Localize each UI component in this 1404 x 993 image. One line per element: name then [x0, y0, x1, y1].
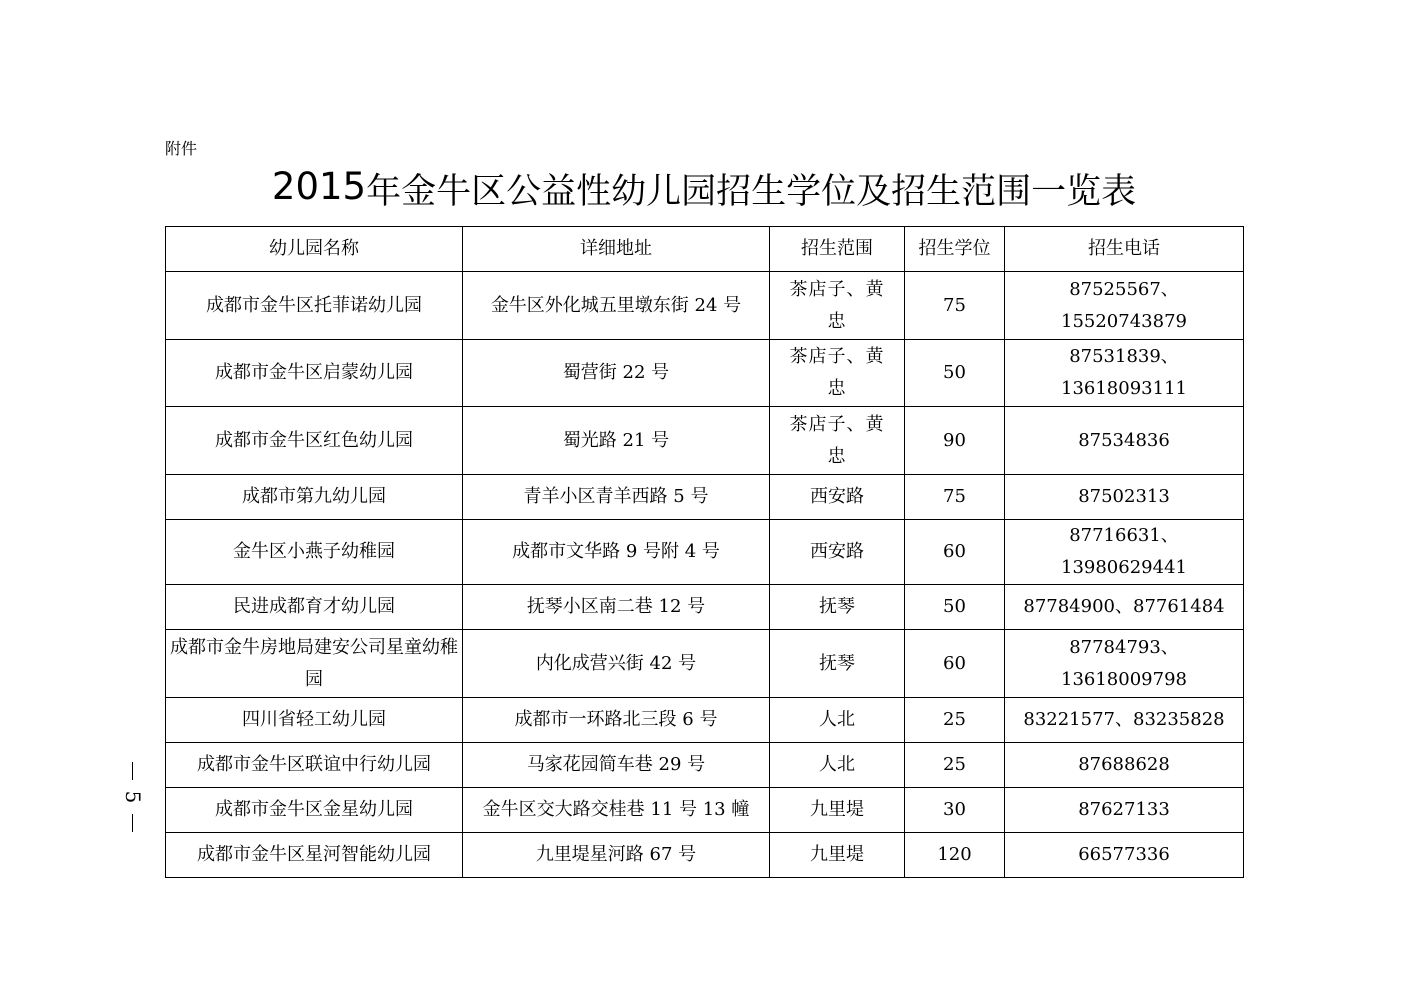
- cell-range: 九里堤: [770, 788, 905, 833]
- cell-address: 蜀营街 22 号: [463, 340, 770, 407]
- title-year: 2015: [271, 165, 367, 208]
- cell-address: 马家花园简车巷 29 号: [463, 743, 770, 788]
- cell-phone: 87534836: [1005, 407, 1244, 475]
- cell-seats: 75: [905, 272, 1005, 340]
- table-row: [166, 630, 1244, 698]
- cell-seats: 50: [905, 340, 1005, 407]
- range-text: 茶店子、黄忠: [789, 278, 885, 332]
- cell-phone: 87688628: [1005, 743, 1244, 788]
- table-row: [166, 585, 1244, 630]
- page-number: 5: [121, 790, 145, 804]
- cell-address: 内化成营兴街 42 号: [463, 630, 770, 698]
- cell-phone: 87627133: [1005, 788, 1244, 833]
- table-row: [166, 340, 1244, 407]
- attachment-label: 附件: [165, 139, 198, 158]
- table-row: [166, 788, 1244, 833]
- page-title: [165, 166, 1243, 217]
- cell-address: 青羊小区青羊西路 5 号: [463, 475, 770, 520]
- cell-seats: 90: [905, 407, 1005, 475]
- header-phone: 招生电话: [1005, 227, 1244, 272]
- cell-phone: 87502313: [1005, 475, 1244, 520]
- cell-name: 成都市第九幼儿园: [166, 475, 463, 520]
- cell-phone: 83221577、83235828: [1005, 698, 1244, 743]
- table-row: [166, 698, 1244, 743]
- table-row: [166, 520, 1244, 585]
- cell-range: 西安路: [770, 520, 905, 585]
- table-row: [166, 833, 1244, 878]
- cell-seats: 75: [905, 475, 1005, 520]
- cell-phone: 87716631、13980629441: [1005, 520, 1244, 585]
- header-range: 招生范围: [770, 227, 905, 272]
- cell-seats: 50: [905, 585, 1005, 630]
- page-number-marker: [118, 762, 148, 832]
- header-name: 幼儿园名称: [166, 227, 463, 272]
- header-address: 详细地址: [463, 227, 770, 272]
- cell-range: [770, 272, 905, 340]
- cell-seats: 60: [905, 630, 1005, 698]
- cell-address: 金牛区外化城五里墩东街 24 号: [463, 272, 770, 340]
- cell-name: 成都市金牛区托菲诺幼儿园: [166, 272, 463, 340]
- cell-range: 人北: [770, 698, 905, 743]
- page-number-dash-top: [132, 762, 133, 780]
- cell-seats: 120: [905, 833, 1005, 878]
- cell-address: 蜀光路 21 号: [463, 407, 770, 475]
- title-text: 年金牛区公益性幼儿园招生学位及招生范围一览表: [366, 172, 1137, 212]
- cell-address: 成都市文华路 9 号附 4 号: [463, 520, 770, 585]
- table-row: [166, 407, 1244, 475]
- table-row: [166, 475, 1244, 520]
- cell-range: 抚琴: [770, 585, 905, 630]
- cell-address: 成都市一环路北三段 6 号: [463, 698, 770, 743]
- cell-name: 成都市金牛区金星幼儿园: [166, 788, 463, 833]
- cell-name: 民进成都育才幼儿园: [166, 585, 463, 630]
- cell-name: 四川省轻工幼儿园: [166, 698, 463, 743]
- cell-address: 九里堤星河路 67 号: [463, 833, 770, 878]
- cell-address: 抚琴小区南二巷 12 号: [463, 585, 770, 630]
- cell-range: 西安路: [770, 475, 905, 520]
- cell-range: 人北: [770, 743, 905, 788]
- cell-name: 成都市金牛房地局建安公司星童幼稚园: [166, 630, 463, 698]
- cell-phone: 87784793、13618009798: [1005, 630, 1244, 698]
- table-header-row: [166, 227, 1244, 272]
- table-row: [166, 743, 1244, 788]
- range-text: 茶店子、黄忠: [789, 413, 885, 467]
- cell-range: [770, 407, 905, 475]
- header-seats: 招生学位: [905, 227, 1005, 272]
- cell-name: 成都市金牛区红色幼儿园: [166, 407, 463, 475]
- cell-seats: 30: [905, 788, 1005, 833]
- page-number-dash-bottom: [132, 814, 133, 832]
- cell-range: 九里堤: [770, 833, 905, 878]
- cell-phone: 87525567、15520743879: [1005, 272, 1244, 340]
- cell-range: [770, 340, 905, 407]
- cell-range: 抚琴: [770, 630, 905, 698]
- cell-seats: 25: [905, 698, 1005, 743]
- cell-name: 成都市金牛区联谊中行幼儿园: [166, 743, 463, 788]
- enrollment-table: [165, 226, 1244, 878]
- table-row: [166, 272, 1244, 340]
- range-text: 茶店子、黄忠: [789, 346, 885, 399]
- cell-phone: 87531839、13618093111: [1005, 340, 1244, 407]
- cell-phone: 66577336: [1005, 833, 1244, 878]
- cell-phone: 87784900、87761484: [1005, 585, 1244, 630]
- cell-address: 金牛区交大路交桂巷 11 号 13 幢: [463, 788, 770, 833]
- cell-name: 金牛区小燕子幼稚园: [166, 520, 463, 585]
- cell-name: 成都市金牛区启蒙幼儿园: [166, 340, 463, 407]
- cell-seats: 60: [905, 520, 1005, 585]
- cell-seats: 25: [905, 743, 1005, 788]
- cell-name: 成都市金牛区星河智能幼儿园: [166, 833, 463, 878]
